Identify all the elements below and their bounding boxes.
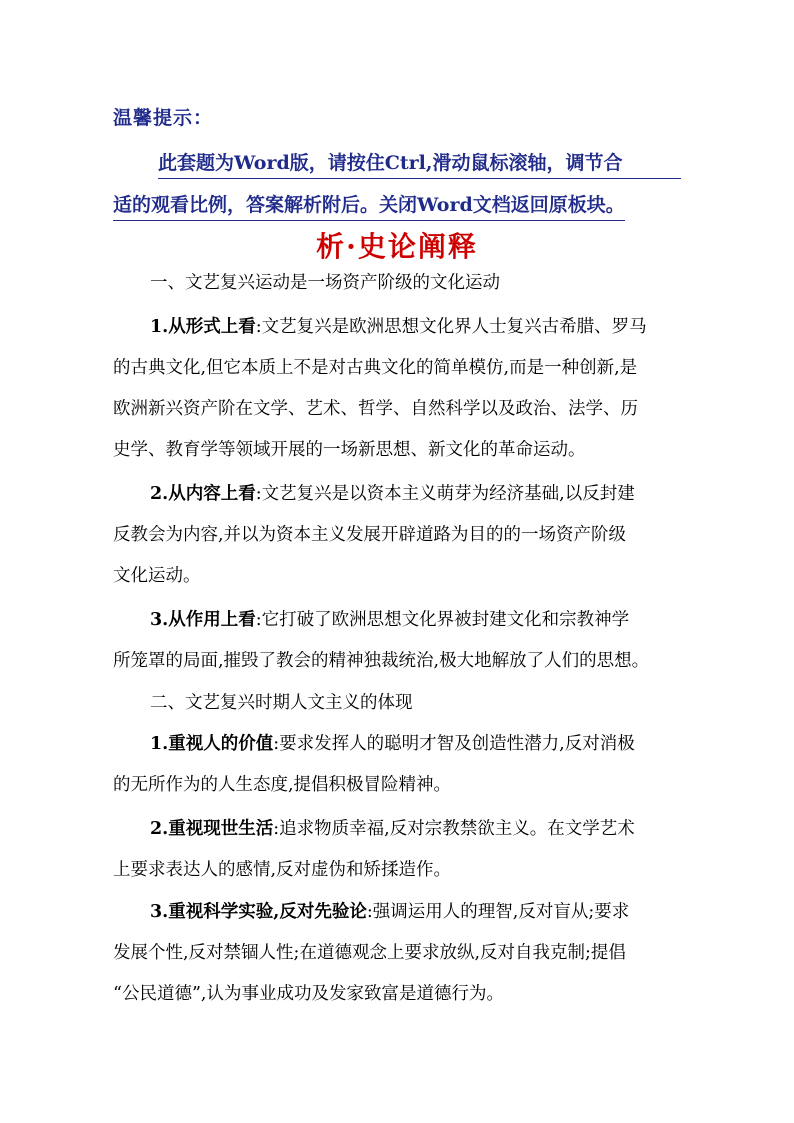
tip-line-1: 此套题为Word版，请按住Ctrl,滑动鼠标滚轴，调节合 <box>158 152 623 174</box>
s2-item-3-text-1: :强调运用人的理智,反对盲从;要求 <box>366 902 630 922</box>
s1-item-2-line-3: 文化运动。 <box>113 566 201 586</box>
s1-item-3-line-2: 所笼罩的局面,摧毁了教会的精神独裁统治,极大地解放了人们的思想。 <box>113 651 650 671</box>
s1-item-2-text-1: :文艺复兴是以资本主义萌芽为经济基础,以反封建 <box>255 484 635 504</box>
s1-item-2-line-1 <box>150 483 635 505</box>
tip-title: 温馨提示： <box>113 107 214 129</box>
section-2-heading: 二、文艺复兴时期人文主义的体现 <box>150 693 413 713</box>
s1-item-3-label: 3.从作用上看 <box>150 610 256 630</box>
s1-item-1-line-4: 史学、教育学等领域开展的一场新思想、新文化的革命运动。 <box>113 440 586 460</box>
s1-item-3-line-1 <box>150 609 629 631</box>
page-title: 析·史论阐释 <box>316 230 478 263</box>
s2-item-3-line-2: 发展个性,反对禁锢人性;在道德观念上要求放纵,反对自我克制;提倡 <box>113 943 626 963</box>
s1-item-2-line-2: 反教会为内容,并以为资本主义发展开辟道路为目的的一场资产阶级 <box>113 525 627 545</box>
s2-item-3-line-3: “公民道德”,认为事业成功及发家致富是道德行为。 <box>113 984 504 1004</box>
section-1-heading: 一、文艺复兴运动是一场资产阶级的文化运动 <box>150 273 500 293</box>
s2-item-1-text-1: :要求发挥人的聪明才智及创造性潜力,反对消极 <box>273 734 635 754</box>
tip-underline <box>158 178 681 179</box>
s2-item-2-label: 2.重视现世生活 <box>150 819 274 839</box>
s2-item-1-label: 1.重视人的价值 <box>150 734 274 754</box>
s1-item-2-label: 2.从内容上看 <box>150 484 256 504</box>
s1-item-1-label: 1.从形式上看 <box>150 317 256 337</box>
tip-line-2: 适的观看比例，答案解析附后。关闭Word文档返回原板块。 <box>113 190 625 221</box>
s2-item-2-line-2: 上要求表达人的感情,反对虚伪和矫揉造作。 <box>113 860 452 880</box>
s2-item-2-line-1 <box>150 818 635 840</box>
s1-item-1-line-1 <box>150 316 647 338</box>
s1-item-1-line-2: 的古典文化,但它本质上不是对古典文化的简单模仿,而是一种创新,是 <box>113 358 638 378</box>
s2-item-3-line-1 <box>150 901 629 923</box>
s2-item-1-line-2: 的无所作为的人生态度,提倡积极冒险精神。 <box>113 775 452 795</box>
s2-item-2-text-1: :追求物质幸福,反对宗教禁欲主义。在文学艺术 <box>273 819 635 839</box>
s2-item-1-line-1 <box>150 733 635 755</box>
s1-item-1-text-1: :文艺复兴是欧洲思想文化界人士复兴古希腊、罗马 <box>255 317 647 337</box>
s2-item-3-label: 3.重视科学实验,反对先验论 <box>150 902 367 922</box>
s1-item-3-text-1: :它打破了欧洲思想文化界被封建文化和宗教神学 <box>255 610 630 630</box>
s1-item-1-line-3: 欧洲新兴资产阶在文学、艺术、哲学、自然科学以及政治、法学、历 <box>113 399 638 419</box>
